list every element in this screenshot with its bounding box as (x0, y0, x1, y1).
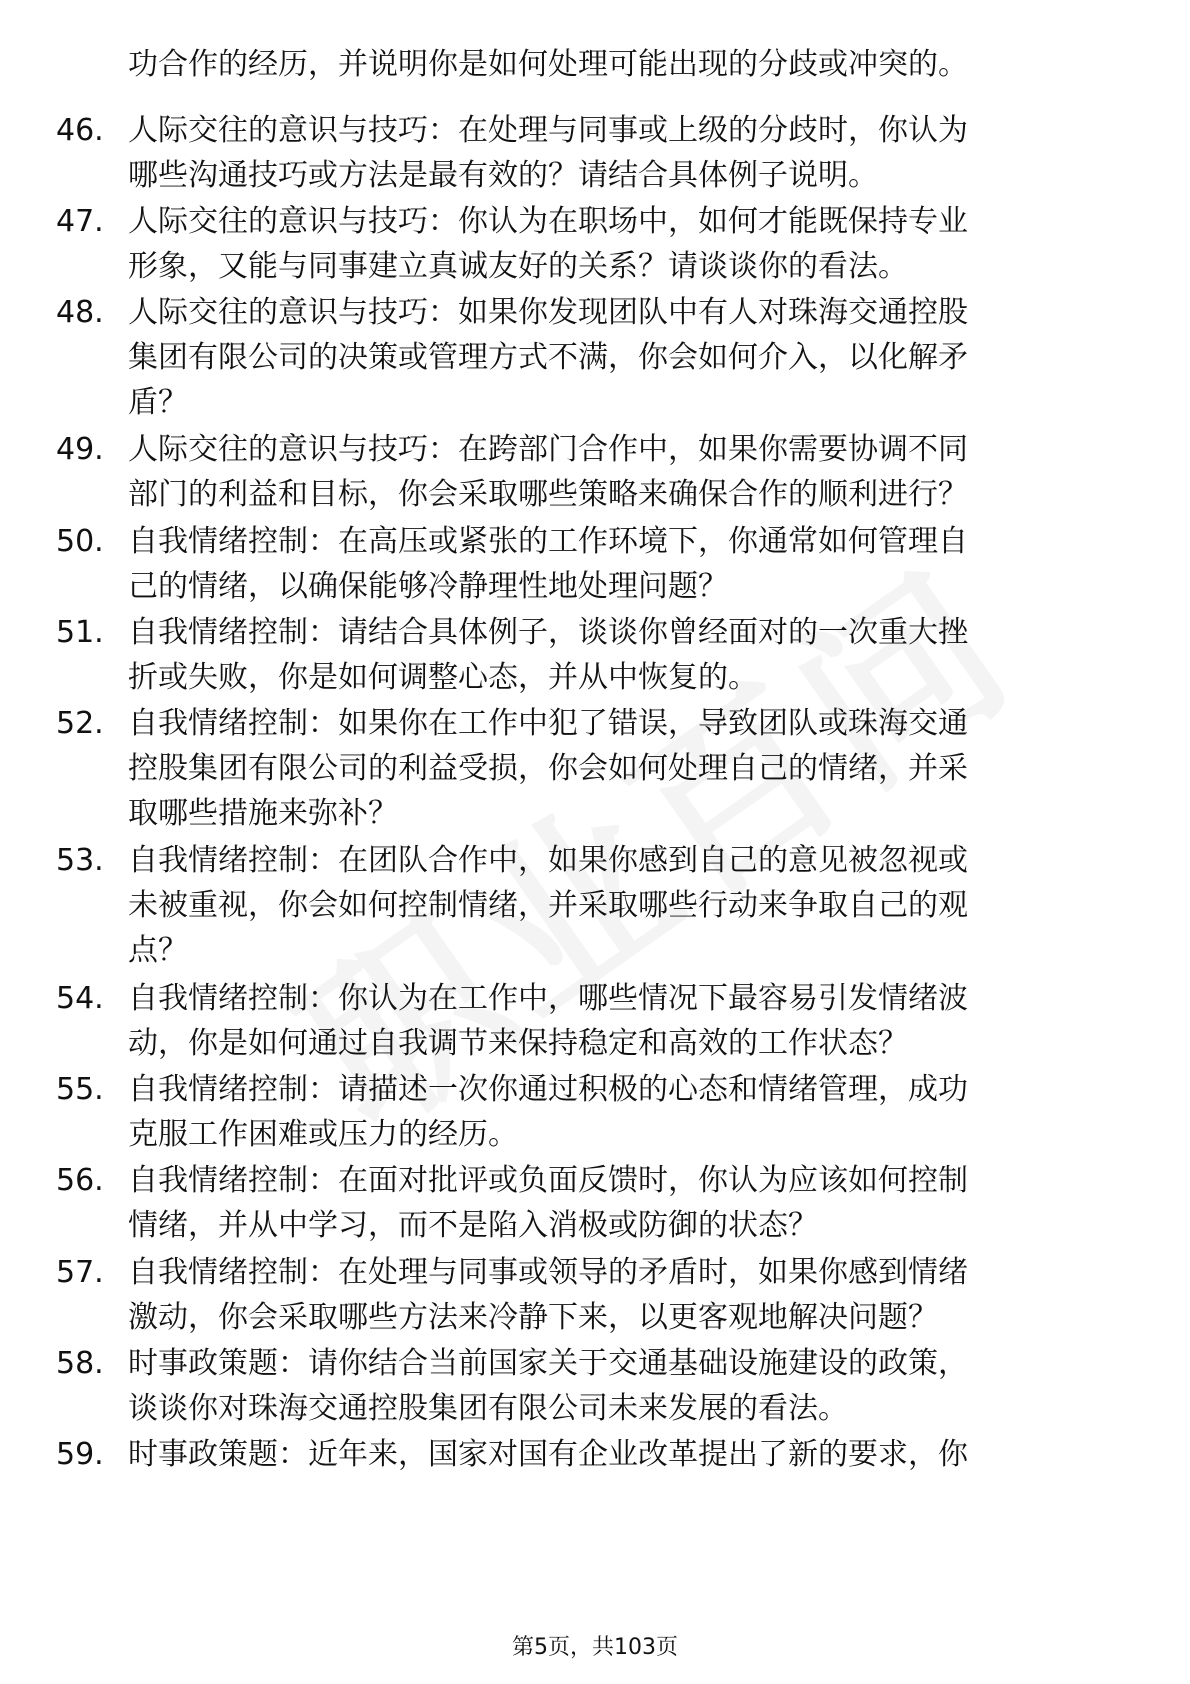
question-line: 克服工作困难或压力的经历。 (128, 1117, 518, 1152)
question-line: 谈谈你对珠海交通控股集团有限公司未来发展的看法。 (128, 1391, 848, 1426)
question-text (128, 108, 1118, 198)
question-number: 52. (56, 706, 104, 741)
question-line: 时事政策题：近年来，国家对国有企业改革提出了新的要求，你 (128, 1437, 968, 1472)
question-line: 控股集团有限公司的利益受损，你会如何处理自己的情绪，并采 (128, 751, 968, 786)
question-line: 集团有限公司的决策或管理方式不满，你会如何介入，以化解矛 (128, 340, 968, 375)
question-number: 59. (56, 1437, 104, 1472)
question-number: 50. (56, 524, 104, 559)
question-text (128, 1250, 1118, 1340)
question-number: 47. (56, 204, 104, 239)
question-line: 自我情绪控制：请描述一次你通过积极的心态和情绪管理，成功 (128, 1072, 968, 1107)
question-line: 激动，你会采取哪些方法来冷静下来，以更客观地解决问题？ (128, 1300, 938, 1335)
question-line: 人际交往的意识与技巧：在跨部门合作中，如果你需要协调不同 (128, 432, 968, 467)
question-number: 54. (56, 981, 104, 1016)
question-line: 自我情绪控制：你认为在工作中，哪些情况下最容易引发情绪波 (128, 981, 968, 1016)
question-text (128, 1341, 1118, 1431)
question-line: 折或失败，你是如何调整心态，并从中恢复的。 (128, 660, 758, 695)
question-text (128, 610, 1118, 700)
question-text (128, 1158, 1118, 1248)
question-number: 53. (56, 843, 104, 878)
question-number: 46. (56, 113, 104, 148)
question-text (128, 838, 1118, 973)
question-line: 自我情绪控制：在面对批评或负面反馈时，你认为应该如何控制 (128, 1163, 968, 1198)
question-line: 形象，又能与同事建立真诚友好的关系？请谈谈你的看法。 (128, 249, 908, 284)
question-number: 58. (56, 1346, 104, 1381)
question-text (128, 1067, 1118, 1157)
question-line: 自我情绪控制：如果你在工作中犯了错误，导致团队或珠海交通 (128, 706, 968, 741)
question-line: 自我情绪控制：在团队合作中，如果你感到自己的意见被忽视或 (128, 843, 968, 878)
question-line: 自我情绪控制：在处理与同事或领导的矛盾时，如果你感到情绪 (128, 1255, 968, 1290)
question-line: 动，你是如何通过自我调节来保持稳定和高效的工作状态？ (128, 1026, 908, 1061)
question-number: 57. (56, 1255, 104, 1290)
question-line: 哪些沟通技巧或方法是最有效的？请结合具体例子说明。 (128, 158, 878, 193)
question-text (128, 199, 1118, 289)
question-number: 55. (56, 1072, 104, 1107)
question-number: 51. (56, 615, 104, 650)
question-number: 56. (56, 1163, 104, 1198)
question-text (128, 290, 1118, 425)
question-line: 人际交往的意识与技巧：在处理与同事或上级的分歧时，你认为 (128, 113, 968, 148)
question-line: 人际交往的意识与技巧：如果你发现团队中有人对珠海交通控股 (128, 295, 968, 330)
question-text (128, 976, 1118, 1066)
question-line: 自我情绪控制：在高压或紧张的工作环境下，你通常如何管理自 (128, 524, 968, 559)
question-line: 情绪，并从中学习，而不是陷入消极或防御的状态？ (128, 1208, 818, 1243)
question-line: 自我情绪控制：请结合具体例子，谈谈你曾经面对的一次重大挫 (128, 615, 968, 650)
question-text (128, 427, 1118, 517)
question-line: 时事政策题：请你结合当前国家关于交通基础设施建设的政策， (128, 1346, 968, 1381)
question-number: 48. (56, 295, 104, 330)
question-text (128, 519, 1118, 609)
question-line: 取哪些措施来弥补？ (128, 796, 398, 831)
question-line: 盾？ (128, 385, 188, 420)
page-footer: 第5页，共103页 (512, 1635, 678, 1660)
question-text (128, 1432, 1118, 1477)
question-line: 人际交往的意识与技巧：你认为在职场中，如何才能既保持专业 (128, 204, 968, 239)
question-line: 点？ (128, 933, 188, 968)
question-line: 己的情绪，以确保能够冷静理性地处理问题？ (128, 569, 728, 604)
question-line: 未被重视，你会如何控制情绪，并采取哪些行动来争取自己的观 (128, 888, 968, 923)
question-line: 部门的利益和目标，你会采取哪些策略来确保合作的顺利进行？ (128, 477, 968, 512)
question-text (128, 701, 1118, 836)
continued-question-text: 功合作的经历，并说明你是如何处理可能出现的分歧或冲突的。 (128, 47, 968, 82)
question-number: 49. (56, 432, 104, 467)
